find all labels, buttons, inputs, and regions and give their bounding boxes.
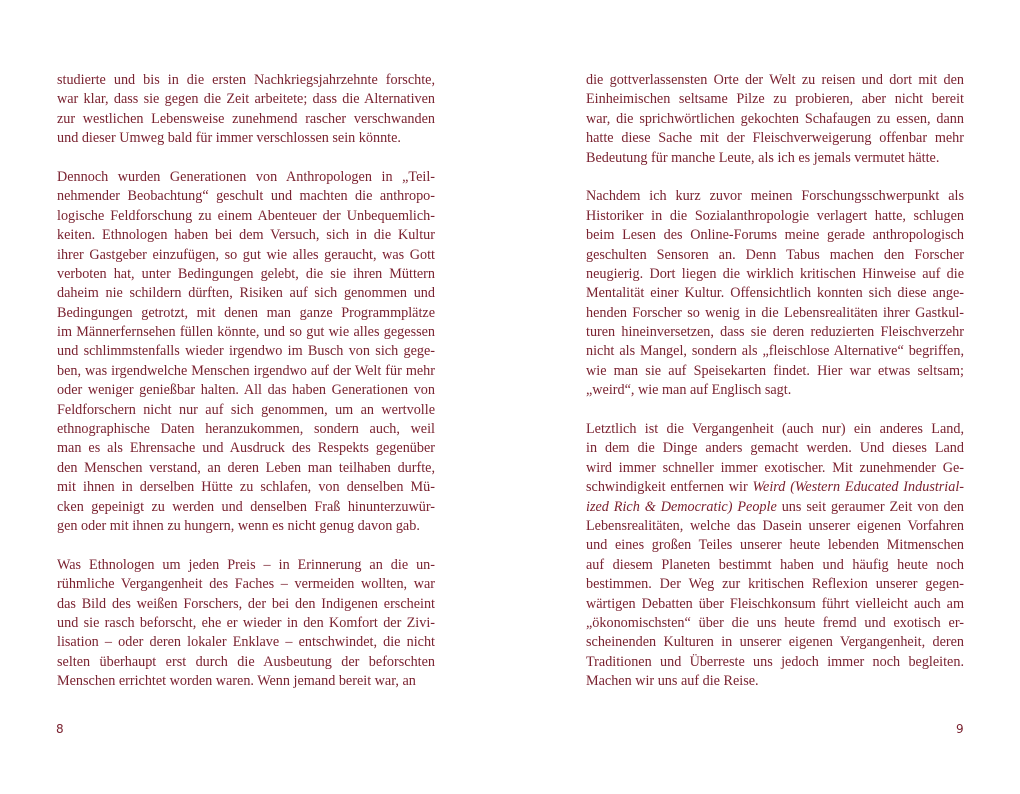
text-line: Bedingungen getrotzt, mit denen man ganze Programmplätze <box>57 304 435 321</box>
text-line: die gottverlassensten Orte der Welt zu reisen und dort mit den <box>586 72 964 88</box>
text-line: wärtigen Debatten über Fleischkonsum führt vielleicht auch am <box>586 595 964 612</box>
text-line: zur westlichen Lebensweise zunehmend rascher verschwanden <box>57 110 435 127</box>
paragraph <box>57 71 435 149</box>
text-line: war, die sprichwörtlichen gekochten Schafaugen zu essen, dann <box>586 110 964 127</box>
text-line: geschulten Sensoren an. Denn Tabus machen den Forscher <box>586 246 964 263</box>
text-line: Feldforschern nicht nur auf sich genommen, um an wertvolle <box>57 401 435 418</box>
text-line: rühmliche Vergangenheit des Faches – vermeiden wollten, war <box>57 576 435 593</box>
text-line: nehmender Beobachtung“ geschult und machten die anthropo- <box>57 188 435 205</box>
text-line: studierte und bis in die ersten Nachkriegsjahrzehnte forschte, <box>57 72 435 88</box>
paragraph <box>586 420 964 691</box>
text-line: das Bild des weißen Forschers, der bei den Indigenen erscheint <box>57 595 435 612</box>
right-page <box>586 71 964 692</box>
text-line: Historiker in die Sozialanthropologie verlagert hatte, schlugen <box>586 207 964 224</box>
text-line: keiten. Ethnologen haben bei dem Versuch, sich in die Kultur <box>57 227 435 244</box>
text-line: Dennoch wurden Generationen von Anthropologen in „Teil- <box>57 168 435 185</box>
text-line: den Menschen verstand, an deren Leben man teilhaben durfte, <box>57 459 435 476</box>
text-line: selten überhaupt erst durch die Ausbeutung der beforschten <box>57 653 435 670</box>
text-line: neugierig. Dort liegen die wirklich kritischen Hinweise auf die <box>586 265 964 282</box>
text-line: „ökonomischsten“ über die uns heute fremd und exotisch er- <box>586 614 964 631</box>
text-line: und sie rasch beforscht, ehe er wieder in den Komfort der Zivi- <box>57 614 435 631</box>
text-line: Einheimischen seltsame Pilze zu probieren, aber nicht bereit <box>586 91 964 108</box>
page-number-left: 8 <box>56 722 64 736</box>
paragraph <box>586 187 964 400</box>
text-line: bestimmen. Der Weg zur kritischen Reflexion unserer gegen- <box>586 576 964 593</box>
text-line: turen hineinversetzen, dass sie deren reduzierten Fleischverzehr <box>586 324 964 341</box>
text-line: scheinenden Kulturen in unserer eigenen Vergangenheit, deren <box>586 634 964 651</box>
text-line: Machen wir uns auf die Reise. <box>586 673 759 690</box>
text-line: wird immer schneller immer exotischer. Mit zunehmender Ge- <box>586 459 964 476</box>
text-line: lisation – oder deren lokaler Enklave – entschwindet, die nicht <box>57 634 435 651</box>
text-line: und dieser Umweg bald für immer verschlossen sein könnte. <box>57 130 401 147</box>
text-line: gen oder mit ihnen zu hungern, wenn es nicht genug davon gab. <box>57 517 420 534</box>
text-line: Was Ethnologen um jeden Preis – in Erinnerung an die un- <box>57 556 435 573</box>
page-number-right: 9 <box>956 722 964 736</box>
text-line: „weird“, wie man auf Englisch sagt. <box>586 382 792 399</box>
left-page <box>57 71 435 692</box>
text-line: ben, was irgendwelche Menschen irgendwo auf der Welt für mehr <box>57 362 435 379</box>
text-line: ihrer Gastgeber einzufügen, so gut wie alles geraucht, was Gott <box>57 246 435 263</box>
text-line: Traditionen und Überreste uns jedoch immer noch begleiten. <box>586 653 964 670</box>
text-line: ethnographische Daten heranzukommen, sondern auch, weil <box>57 421 435 438</box>
paragraph <box>586 71 964 168</box>
text-line: und eines großen Teiles unserer heute lebenden Mitmenschen <box>586 537 964 554</box>
text-line: Mentalität einer Kultur. Offensichtlich konnten sich diese ange- <box>586 285 964 302</box>
text-line: auf diesem Planeten bestimmt haben und häufig heute noch <box>586 556 964 573</box>
text-line: Menschen errichtet worden waren. Wenn jemand bereit war, an <box>57 673 416 690</box>
text-line: war klar, dass sie gegen die Zeit arbeitete; dass die Alternativen <box>57 91 435 108</box>
text-line: beim Lesen des Online-Forums meine gerade anthropologisch <box>586 227 964 244</box>
text-line: schwindigkeit entfernen wir Weird (Western Educated Industrial- <box>586 479 964 496</box>
text-line: man es als Ehrensache und Ausdruck des Respekts gegenüber <box>57 440 435 457</box>
text-line: cken gepeinigt zu werden und denselben Fraß hinunterzuwür- <box>57 498 435 515</box>
text-line: in dem die Dinge anders gemacht werden. Und dieses Land <box>586 440 964 457</box>
text-line: im Männerfernsehen füllen könnte, und so gut wie alles gegessen <box>57 324 435 341</box>
text-line: wie man sie auf Speisekarten findet. Hier war etwas seltsam; <box>586 362 964 379</box>
text-line: daheim nie schildern dürften, Risiken auf sich genommen und <box>57 285 435 302</box>
text-line: mit ihnen in derselben Hütte zu schlafen, von denselben Mü- <box>57 479 435 496</box>
text-line: oder weniger genießbar halten. All das haben Generationen von <box>57 382 435 399</box>
text-line: henden Forscher so wenig in die Lebensrealitäten ihrer Gastkul- <box>586 304 964 321</box>
text-line: Letztlich ist die Vergangenheit (auch nur) ein anderes Land, <box>586 421 964 438</box>
text-line: logische Feldforschung zu einem Abenteuer der Unbequemlich- <box>57 207 435 224</box>
text-line: Nachdem ich kurz zuvor meinen Forschungsschwerpunkt als <box>586 188 964 205</box>
paragraph <box>57 168 435 536</box>
text-line: ized Rich & Democratic) People uns seit geraumer Zeit von den <box>586 498 964 515</box>
text-line: nicht als Mangel, sondern als „fleischlose Alternative“ begriffen, <box>586 343 964 360</box>
text-line: verboten hat, unter Bedingungen gelebt, die sie ihren Müttern <box>57 265 435 282</box>
text-line: und schlimmstenfalls wieder irgendwo im Busch von sich gege- <box>57 343 435 360</box>
paragraph <box>57 556 435 692</box>
text-line: hatte diese Sache mit der Fleischverweigerung offenbar mehr <box>586 130 964 147</box>
text-line: Lebensrealitäten, welche das Dasein unserer eigenen Vorfahren <box>586 517 964 534</box>
text-line: Bedeutung für manche Leute, als ich es jemals vermutet hätte. <box>586 149 940 166</box>
